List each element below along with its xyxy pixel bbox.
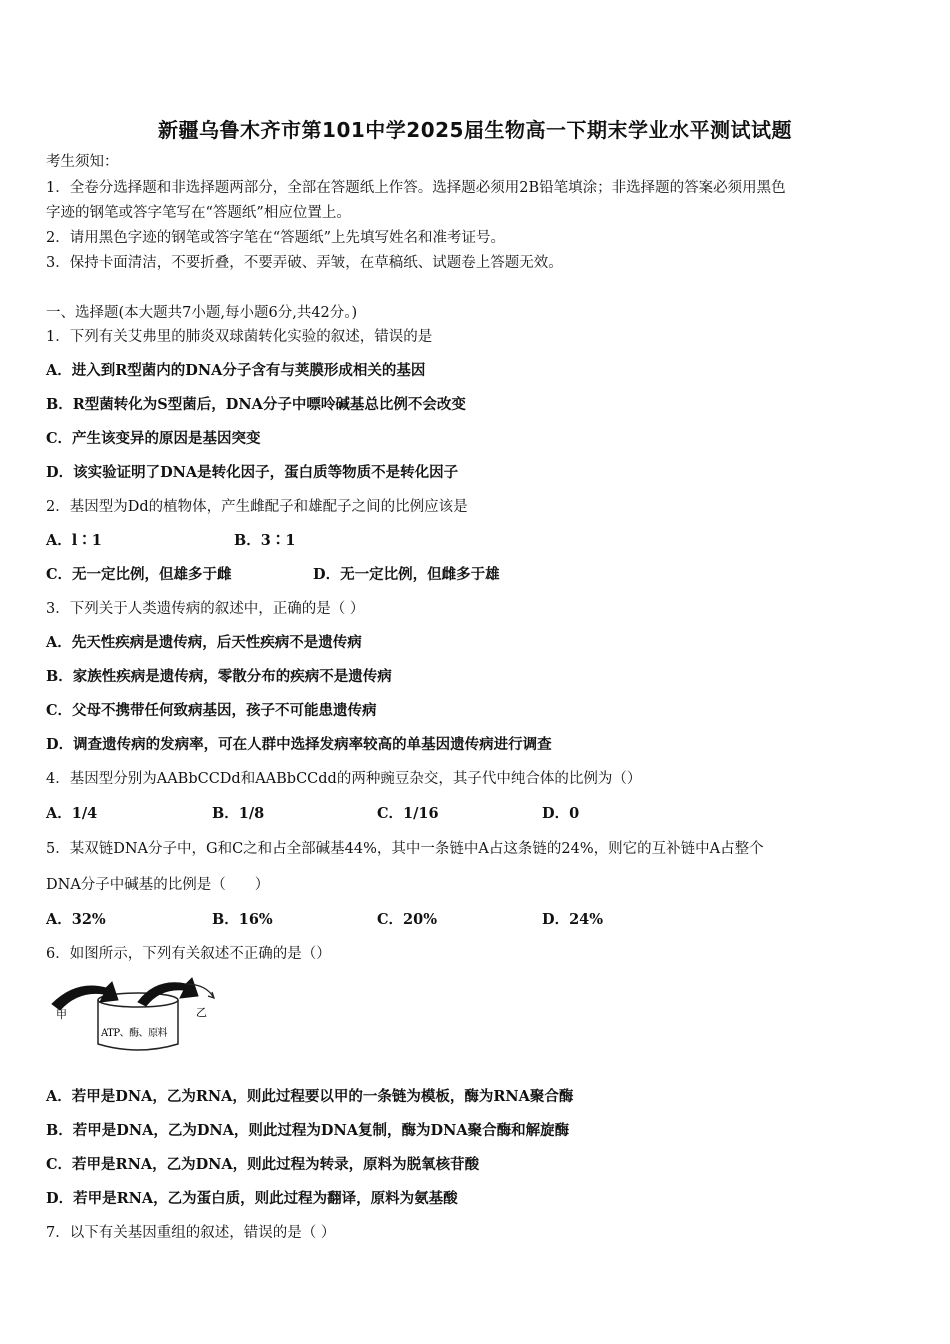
notice-item: 字迹的钢笔或答字笔写在“答题纸”相应位置上。 [46, 205, 351, 221]
question-5-option-a: A．32% [46, 911, 106, 928]
question-4-option-a: A．1/4 [46, 805, 98, 822]
page-title: 新疆乌鲁木齐市第101中学2025届生物高一下期末学业水平测试试题 [158, 118, 792, 142]
question-2-option-b: B．3∶1 [234, 532, 296, 549]
notice-item: 2．请用黑色字迹的钢笔或答字笔在“答题纸”上先填写姓名和准考证号。 [46, 230, 506, 246]
process-diagram [46, 972, 226, 1062]
question-7-stem: 7．以下有关基因重组的叙述，错误的是（ ） [46, 1225, 336, 1241]
notice-item: 1．全卷分选择题和非选择题两部分，全部在答题纸上作答。选择题必须用2B铅笔填涂；非选择题的答案必须用黑色 [46, 180, 786, 196]
question-2-option-a: A．l∶1 [46, 532, 102, 549]
question-2-option-c: C．无一定比例，但雄多于雌 [46, 566, 232, 583]
section-heading: 一、选择题(本大题共7小题,每小题6分,共42分。) [46, 305, 358, 321]
notice-heading: 考生须知： [46, 154, 119, 170]
question-5-option-b: B．16% [212, 911, 273, 928]
diagram-right-label: 乙 [196, 1006, 207, 1019]
question-1-option-d: D．该实验证明了DNA是转化因子，蛋白质等物质不是转化因子 [46, 464, 459, 481]
question-3-option-d: D．调查遗传病的发病率，可在人群中选择发病率较高的单基因遗传病进行调查 [46, 736, 552, 753]
question-5-option-d: D．24% [542, 911, 604, 928]
question-3-option-b: B．家族性疾病是遗传病，零散分布的疾病不是遗传病 [46, 668, 392, 685]
question-6-option-c: C．若甲是RNA，乙为DNA，则此过程为转录，原料为脱氧核苷酸 [46, 1156, 480, 1173]
notice-item: 3．保持卡面清洁，不要折叠，不要弄破、弄皱，在草稿纸、试题卷上答题无效。 [46, 255, 563, 271]
question-3-option-c: C．父母不携带任何致病基因，孩子不可能患遗传病 [46, 702, 377, 719]
question-4-option-b: B．1/8 [212, 805, 265, 822]
question-1-stem: 1．下列有关艾弗里的肺炎双球菌转化实验的叙述，错误的是 [46, 329, 433, 345]
question-6-option-b: B．若甲是DNA，乙为DNA，则此过程为DNA复制，酶为DNA聚合酶和解旋酶 [46, 1122, 570, 1139]
question-6-option-a: A．若甲是DNA，乙为RNA，则此过程要以甲的一条链为模板，酶为RNA聚合酶 [46, 1088, 574, 1105]
question-6-stem: 6．如图所示，下列有关叙述不正确的是（） [46, 946, 331, 962]
question-6-option-d: D．若甲是RNA，乙为蛋白质，则此过程为翻译，原料为氨基酸 [46, 1190, 458, 1207]
question-1-option-a: A．进入到R型菌内的DNA分子含有与荚膜形成相关的基因 [46, 362, 426, 379]
diagram-box-label: ATP、酶、原料 [101, 1028, 168, 1039]
question-4-option-c: C．1/16 [377, 805, 439, 822]
question-2-option-d: D．无一定比例，但雌多于雄 [313, 566, 500, 583]
question-5-option-c: C．20% [377, 911, 437, 928]
question-2-stem: 2．基因型为Dd的植物体，产生雌配子和雄配子之间的比例应该是 [46, 499, 468, 515]
question-4-stem: 4．基因型分别为AABbCCDd和AABbCCdd的两种豌豆杂交，其子代中纯合体的比例为（） [46, 771, 642, 787]
question-3-stem: 3．下列关于人类遗传病的叙述中，正确的是（ ） [46, 601, 365, 617]
question-4-option-d: D．0 [542, 805, 580, 822]
diagram-left-label: 甲 [56, 1008, 67, 1021]
question-1-option-b: B．R型菌转化为S型菌后，DNA分子中嘌呤碱基总比例不会改变 [46, 396, 466, 413]
question-3-option-a: A．先天性疾病是遗传病，后天性疾病不是遗传病 [46, 634, 362, 651]
question-5-stem: 5．某双链DNA分子中，G和C之和占全部碱基44%，其中一条链中A占这条链的24%，则它的互补链中A占整个 [46, 841, 764, 857]
question-1-option-c: C．产生该变异的原因是基因突变 [46, 430, 261, 447]
question-5-stem-continued: DNA分子中碱基的比例是（ ） [46, 877, 270, 893]
